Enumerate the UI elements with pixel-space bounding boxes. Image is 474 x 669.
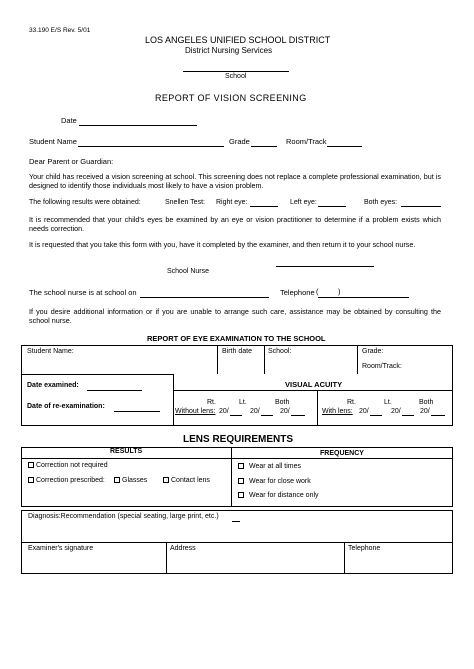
diagnosis-label: Diagnosis:Recommendation (special seating, large print, etc.) xyxy=(28,513,219,520)
right-eye-label: Right eye: xyxy=(216,199,248,206)
paragraph-additional-info: If you desire additional information or if you are unable to arrange such care, assistance may be obtained by consulting the school nurse. xyxy=(29,307,441,325)
date-reexam-label: Date of re-examination: xyxy=(27,403,105,410)
exam-school: School: xyxy=(268,348,292,355)
student-name-field[interactable] xyxy=(78,146,224,147)
diagnosis-field[interactable] xyxy=(232,521,240,522)
paragraph-request: It is requested that you take this form with you, have it completed by the examiner, and then return it to your school nurse. xyxy=(29,240,416,249)
exam-room-track: Room/Track: xyxy=(362,363,402,370)
checkbox-icon[interactable] xyxy=(238,478,244,484)
grade-label: Grade xyxy=(229,137,250,146)
snellen-label: Snellen Test: xyxy=(165,199,205,206)
grade-field[interactable] xyxy=(251,146,277,147)
left-eye-label: Left eye: xyxy=(290,199,317,206)
school-line[interactable] xyxy=(183,71,289,72)
paragraph-recommendation: It is recommended that your child's eyes be examined by an eye or vision practitioner to determine if a problem exists which needs correction. xyxy=(29,215,441,233)
telephone-label: Telephone xyxy=(280,288,315,297)
exam-birth-date: Birth date xyxy=(222,348,252,355)
correction-prescribed-option[interactable] xyxy=(28,477,105,484)
without-both-field[interactable] xyxy=(291,415,305,416)
with-lt-twenty: 20/ xyxy=(391,408,401,415)
glasses-label: Glasses xyxy=(122,477,148,484)
service-name: District Nursing Services xyxy=(185,46,273,55)
with-both-twenty: 20/ xyxy=(420,408,430,415)
district-name: LOS ANGELES UNIFIED SCHOOL DISTRICT xyxy=(145,35,331,45)
address-label: Address xyxy=(170,545,196,552)
wear-all-times-option[interactable] xyxy=(238,463,301,470)
date-examined-label: Date examined: xyxy=(27,382,79,389)
visual-acuity-header: VISUAL ACUITY xyxy=(285,380,343,389)
with-lt-field[interactable] xyxy=(402,415,414,416)
correction-not-required-label: Correction not required xyxy=(36,462,108,469)
with-both-field[interactable] xyxy=(431,415,445,416)
checkbox-icon[interactable] xyxy=(163,477,169,483)
school-nurse-label: School Nurse xyxy=(167,268,210,275)
wear-close-work-option[interactable] xyxy=(238,478,311,485)
checkbox-icon[interactable] xyxy=(238,492,244,498)
school-nurse-signature-line[interactable] xyxy=(276,266,374,267)
results-label: The following results were obtained: xyxy=(29,199,141,206)
correction-prescribed-label: Correction prescribed: xyxy=(36,477,105,484)
contact-lens-label: Contact lens xyxy=(171,477,210,484)
date-examined-field[interactable] xyxy=(87,390,142,391)
with-rt-label: Rt. xyxy=(347,399,356,406)
examiner-signature-label: Examiner's signature xyxy=(28,545,94,552)
checkbox-icon[interactable] xyxy=(28,477,34,483)
exam-grade: Grade: xyxy=(362,348,384,355)
correction-not-required-option[interactable] xyxy=(28,462,108,469)
both-eyes-field[interactable] xyxy=(401,206,441,207)
telephone-paren-close: ) xyxy=(338,287,341,296)
checkbox-icon[interactable] xyxy=(28,462,34,468)
results-header: RESULTS xyxy=(110,448,143,455)
wear-close-work-label: Wear for close work xyxy=(249,478,311,485)
both-eyes-label: Both eyes: xyxy=(364,199,398,206)
checkbox-icon[interactable] xyxy=(114,477,120,483)
checkbox-icon[interactable] xyxy=(238,463,244,469)
left-eye-field[interactable] xyxy=(318,206,346,207)
without-lt-field[interactable] xyxy=(261,415,273,416)
nurse-days-field[interactable] xyxy=(140,297,269,298)
lens-requirements-header: LENS REQUIREMENTS xyxy=(183,434,294,445)
date-label: Date xyxy=(61,116,77,125)
nurse-at-school-label: The school nurse is at school on xyxy=(29,288,137,297)
paragraph-screening: Your child has received a vision screening at school. This screening does not replace a complete professional examination, but is designed to identify those individuals most likely to have a vision problem. xyxy=(29,172,441,190)
without-rt-twenty: 20/ xyxy=(219,408,229,415)
without-both-label: Both xyxy=(275,399,290,406)
right-eye-field[interactable] xyxy=(250,206,278,207)
telephone-paren-open: ( xyxy=(316,287,319,296)
exam-section-header: REPORT OF EYE EXAMINATION TO THE SCHOOL xyxy=(147,334,326,343)
without-rt-label: Rt. xyxy=(207,399,216,406)
telephone-field[interactable] xyxy=(318,297,409,298)
with-rt-field[interactable] xyxy=(370,415,382,416)
glasses-option[interactable] xyxy=(114,477,147,484)
with-lens-label: With lens: xyxy=(322,408,353,415)
with-rt-twenty: 20/ xyxy=(359,408,369,415)
without-rt-field[interactable] xyxy=(230,415,242,416)
frequency-header: FREQUENCY xyxy=(320,450,364,457)
page-title: REPORT OF VISION SCREENING xyxy=(155,93,307,103)
without-lt-label: Lt. xyxy=(239,399,247,406)
wear-distance-label: Wear for distance only xyxy=(249,492,319,499)
date-reexam-field[interactable] xyxy=(114,411,160,412)
student-name-label: Student Name xyxy=(29,137,77,146)
room-track-label: Room/Track xyxy=(286,137,327,146)
wear-all-times-label: Wear at all times xyxy=(249,463,301,470)
without-lens-label: Without lens: xyxy=(175,408,216,415)
exam-student-name: Student Name: xyxy=(27,348,74,355)
room-track-field[interactable] xyxy=(327,146,362,147)
date-field[interactable] xyxy=(79,125,197,126)
with-lt-label: Lt. xyxy=(384,399,392,406)
contact-lens-option[interactable] xyxy=(163,477,210,484)
with-both-label: Both xyxy=(419,399,434,406)
without-both-twenty: 20/ xyxy=(280,408,290,415)
without-lt-twenty: 20/ xyxy=(250,408,260,415)
exam-table xyxy=(21,345,453,426)
greeting: Dear Parent or Guardian: xyxy=(29,157,114,166)
form-code: 33.190 E/S Rev. 5/01 xyxy=(29,27,91,34)
footer-telephone-label: Telephone xyxy=(348,545,381,552)
school-label: School xyxy=(225,73,247,80)
wear-distance-option[interactable] xyxy=(238,492,319,499)
